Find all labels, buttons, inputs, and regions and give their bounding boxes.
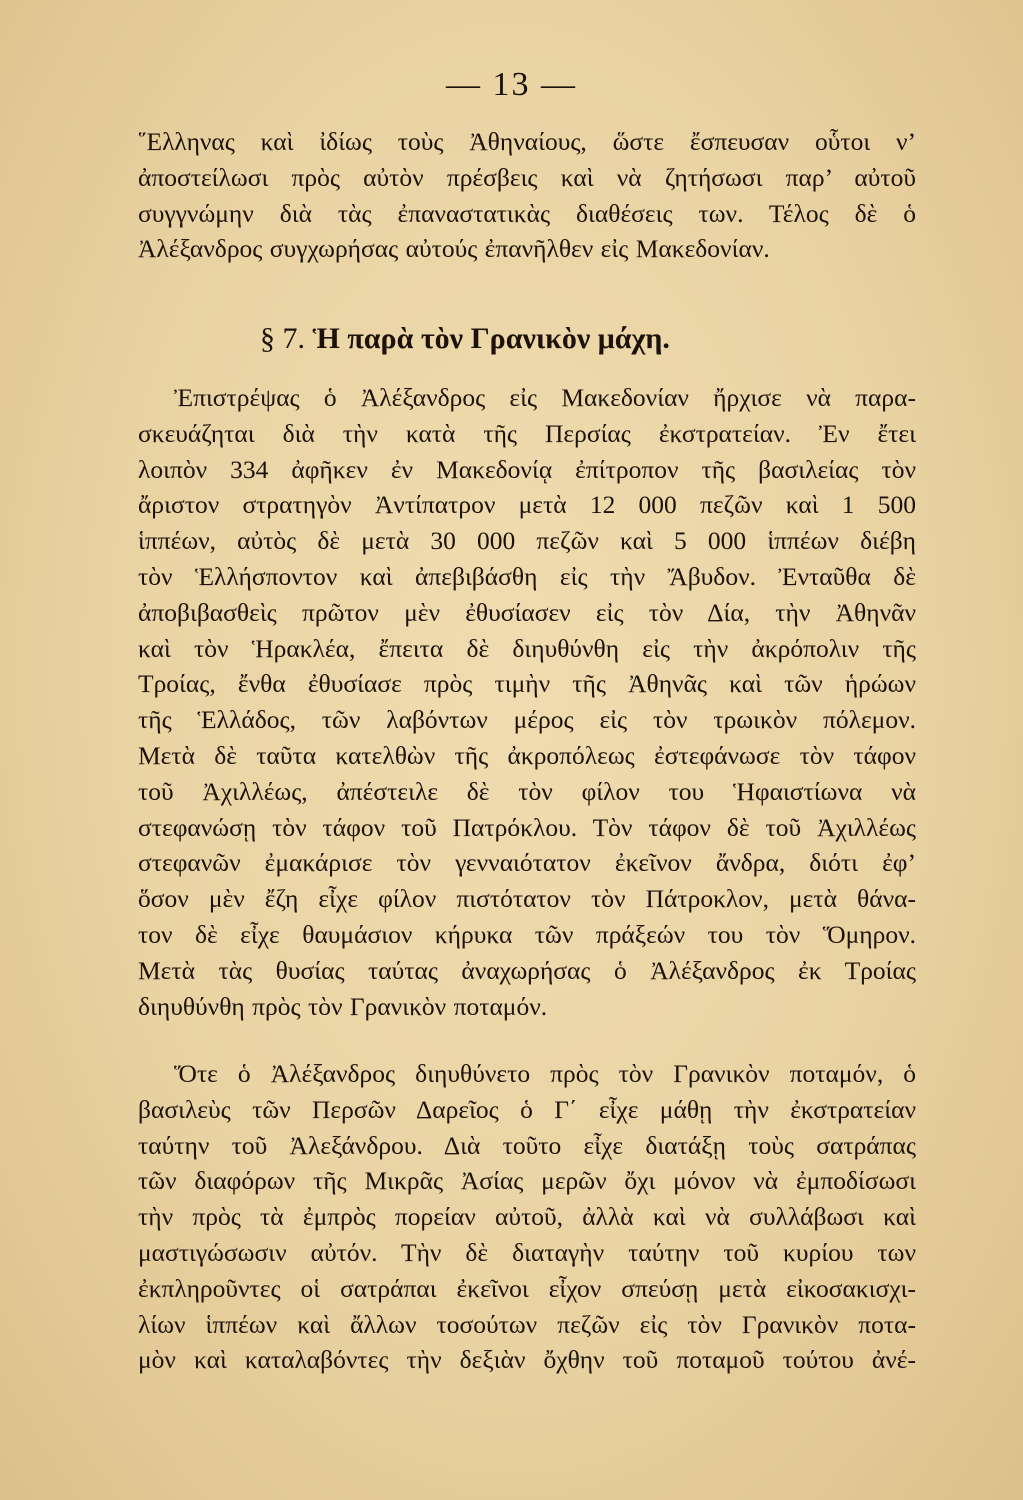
text-line: Τροίας, ἔνθα ἐθυσίασε πρὸς τιμὴν τῆς Ἀθηνᾶς καὶ τῶν ἡρώων [138, 669, 916, 699]
text-line: τῆς Ἑλλάδος, τῶν λαβόντων μέρος εἰς τὸν τρωικὸν πόλεμον. [138, 705, 916, 735]
text-line: Ἐπιστρέψας ὁ Ἀλέξανδρος εἰς Μακεδονίαν ἤρχισε νὰ παρα- [174, 383, 916, 412]
text-line: λοιπὸν 334 ἀφῆκεν ἐν Μακεδονίᾳ ἐπίτροπον τῆς βασιλείας τὸν [138, 454, 916, 484]
text-line: ῞Ελληνας καὶ ἰδίως τοὺς Ἀθηναίους, ὥστε ἔσπευσαν οὗτοι ν’ [138, 127, 916, 156]
paragraph-2 [138, 380, 916, 1024]
text-line: τὸν Ἑλλήσποντον καὶ ἀπεβιβάσθη εἰς τὴν Ἄβυδον. Ἐνταῦθα δὲ [138, 561, 916, 591]
text-line: τὴν πρὸς τὰ ἐμπρὸς πορείαν αὐτοῦ, ἀλλὰ καὶ νὰ συλλάβωσι καὶ [138, 1202, 916, 1232]
text-line: Μετὰ τὰς θυσίας ταύτας ἀναχωρήσας ὁ Ἀλέξανδρος ἐκ Τροίας [138, 955, 916, 985]
text-line: ἄριστον στρατηγὸν Ἀντίπατρον μετὰ 12 000 πεζῶν καὶ 1 500 [138, 490, 916, 520]
text-line: στεφανώσῃ τὸν τάφον τοῦ Πατρόκλου. Τὸν τάφον δὲ τοῦ Ἀχιλλέως [138, 812, 916, 842]
text-line: διηυθύνθη πρὸς τὸν Γρανικὸν ποταμόν. [138, 991, 548, 1021]
text-line: τῶν διαφόρων τῆς Μικρᾶς Ἀσίας μερῶν ὄχι μόνον νὰ ἐμποδίσωσι [138, 1166, 916, 1196]
text-line: ἀποβιβασθεὶς πρῶτον μὲν ἐθυσίασεν εἰς τὸν Δία, τὴν Ἀθηνᾶν [138, 597, 916, 627]
text-line: ταύτην τοῦ Ἀλεξάνδρου. Διὰ τοῦτο εἶχε διατάξῃ τοὺς σατράπας [138, 1130, 916, 1160]
section-number: § 7. [260, 322, 305, 355]
text-line: Μετὰ δὲ ταῦτα κατελθὼν τῆς ἀκροπόλεως ἐστεφάνωσε τὸν τάφον [138, 740, 916, 770]
text-line: Ὅτε ὁ Ἀλέξανδρος διηυθύνετο πρὸς τὸν Γρανικὸν ποταμόν, ὁ [174, 1059, 916, 1088]
paragraph-1 [138, 124, 916, 267]
text-line: Ἀλέξανδρος συγχωρήσας αὐτούς ἐπανῆλθεν εἰς Μακεδονίαν. [138, 234, 770, 264]
text-line: σκευάζηται διὰ τὴν κατὰ τῆς Περσίας ἐκστρατείαν. Ἐν ἔτει [138, 418, 916, 448]
text-line: τον δὲ εἶχε θαυμάσιον κήρυκα τῶν πράξεών του τὸν Ὅμηρον. [138, 919, 916, 949]
section-heading [260, 322, 670, 356]
text-line: καὶ τὸν Ἡρακλέα, ἔπειτα δὲ διηυθύνθη εἰς τὴν ἀκρόπολιν τῆς [138, 633, 916, 663]
text-line: τοῦ Ἀχιλλέως, ἀπέστειλε δὲ τὸν φίλον του Ἡφαιστίωνα νὰ [138, 776, 916, 806]
text-line: βασιλεὺς τῶν Περσῶν Δαρεῖος ὁ Γ΄ εἶχε μάθῃ τὴν ἐκστρατείαν [138, 1094, 916, 1124]
section-title: Ἡ παρὰ τὸν Γρανικὸν μάχη. [312, 322, 670, 355]
text-line: ἐκπληροῦντες οἱ σατράπαι ἐκεῖνοι εἶχον σπεύσῃ μετὰ εἰκοσακισχι- [138, 1273, 916, 1303]
text-line: ἱππέων, αὐτὸς δὲ μετὰ 30 000 πεζῶν καὶ 5 000 ἱππέων διέβη [138, 526, 916, 556]
text-line: λίων ἱππέων καὶ ἄλλων τοσούτων πεζῶν εἰς τὸν Γρανικὸν ποτα- [138, 1309, 916, 1339]
text-line: συγγνώμην διὰ τὰς ἐπαναστατικὰς διαθέσεις των. Τέλος δὲ ὁ [138, 198, 916, 228]
page-number: — 13 — [446, 66, 577, 103]
text-line: μαστιγώσωσιν αὐτόν. Τὴν δὲ διαταγὴν ταύτην τοῦ κυρίου των [138, 1237, 916, 1267]
paragraph-3 [138, 1056, 916, 1378]
text-line: ὅσον μὲν ἔζη εἶχε φίλον πιστότατον τὸν Πάτροκλον, μετὰ θάνα- [138, 884, 916, 914]
text-line: στεφανῶν ἐμακάρισε τὸν γενναιότατον ἐκεῖνον ἄνδρα, διότι ἐφ’ [138, 848, 916, 878]
text-line: ἀποστείλωσι πρὸς αὐτὸν πρέσβεις καὶ νὰ ζητήσωσι παρ’ αὐτοῦ [138, 162, 916, 192]
text-line: μὸν καὶ καταλαβόντες τὴν δεξιὰν ὄχθην τοῦ ποταμοῦ τούτου ἀνέ- [138, 1345, 916, 1375]
